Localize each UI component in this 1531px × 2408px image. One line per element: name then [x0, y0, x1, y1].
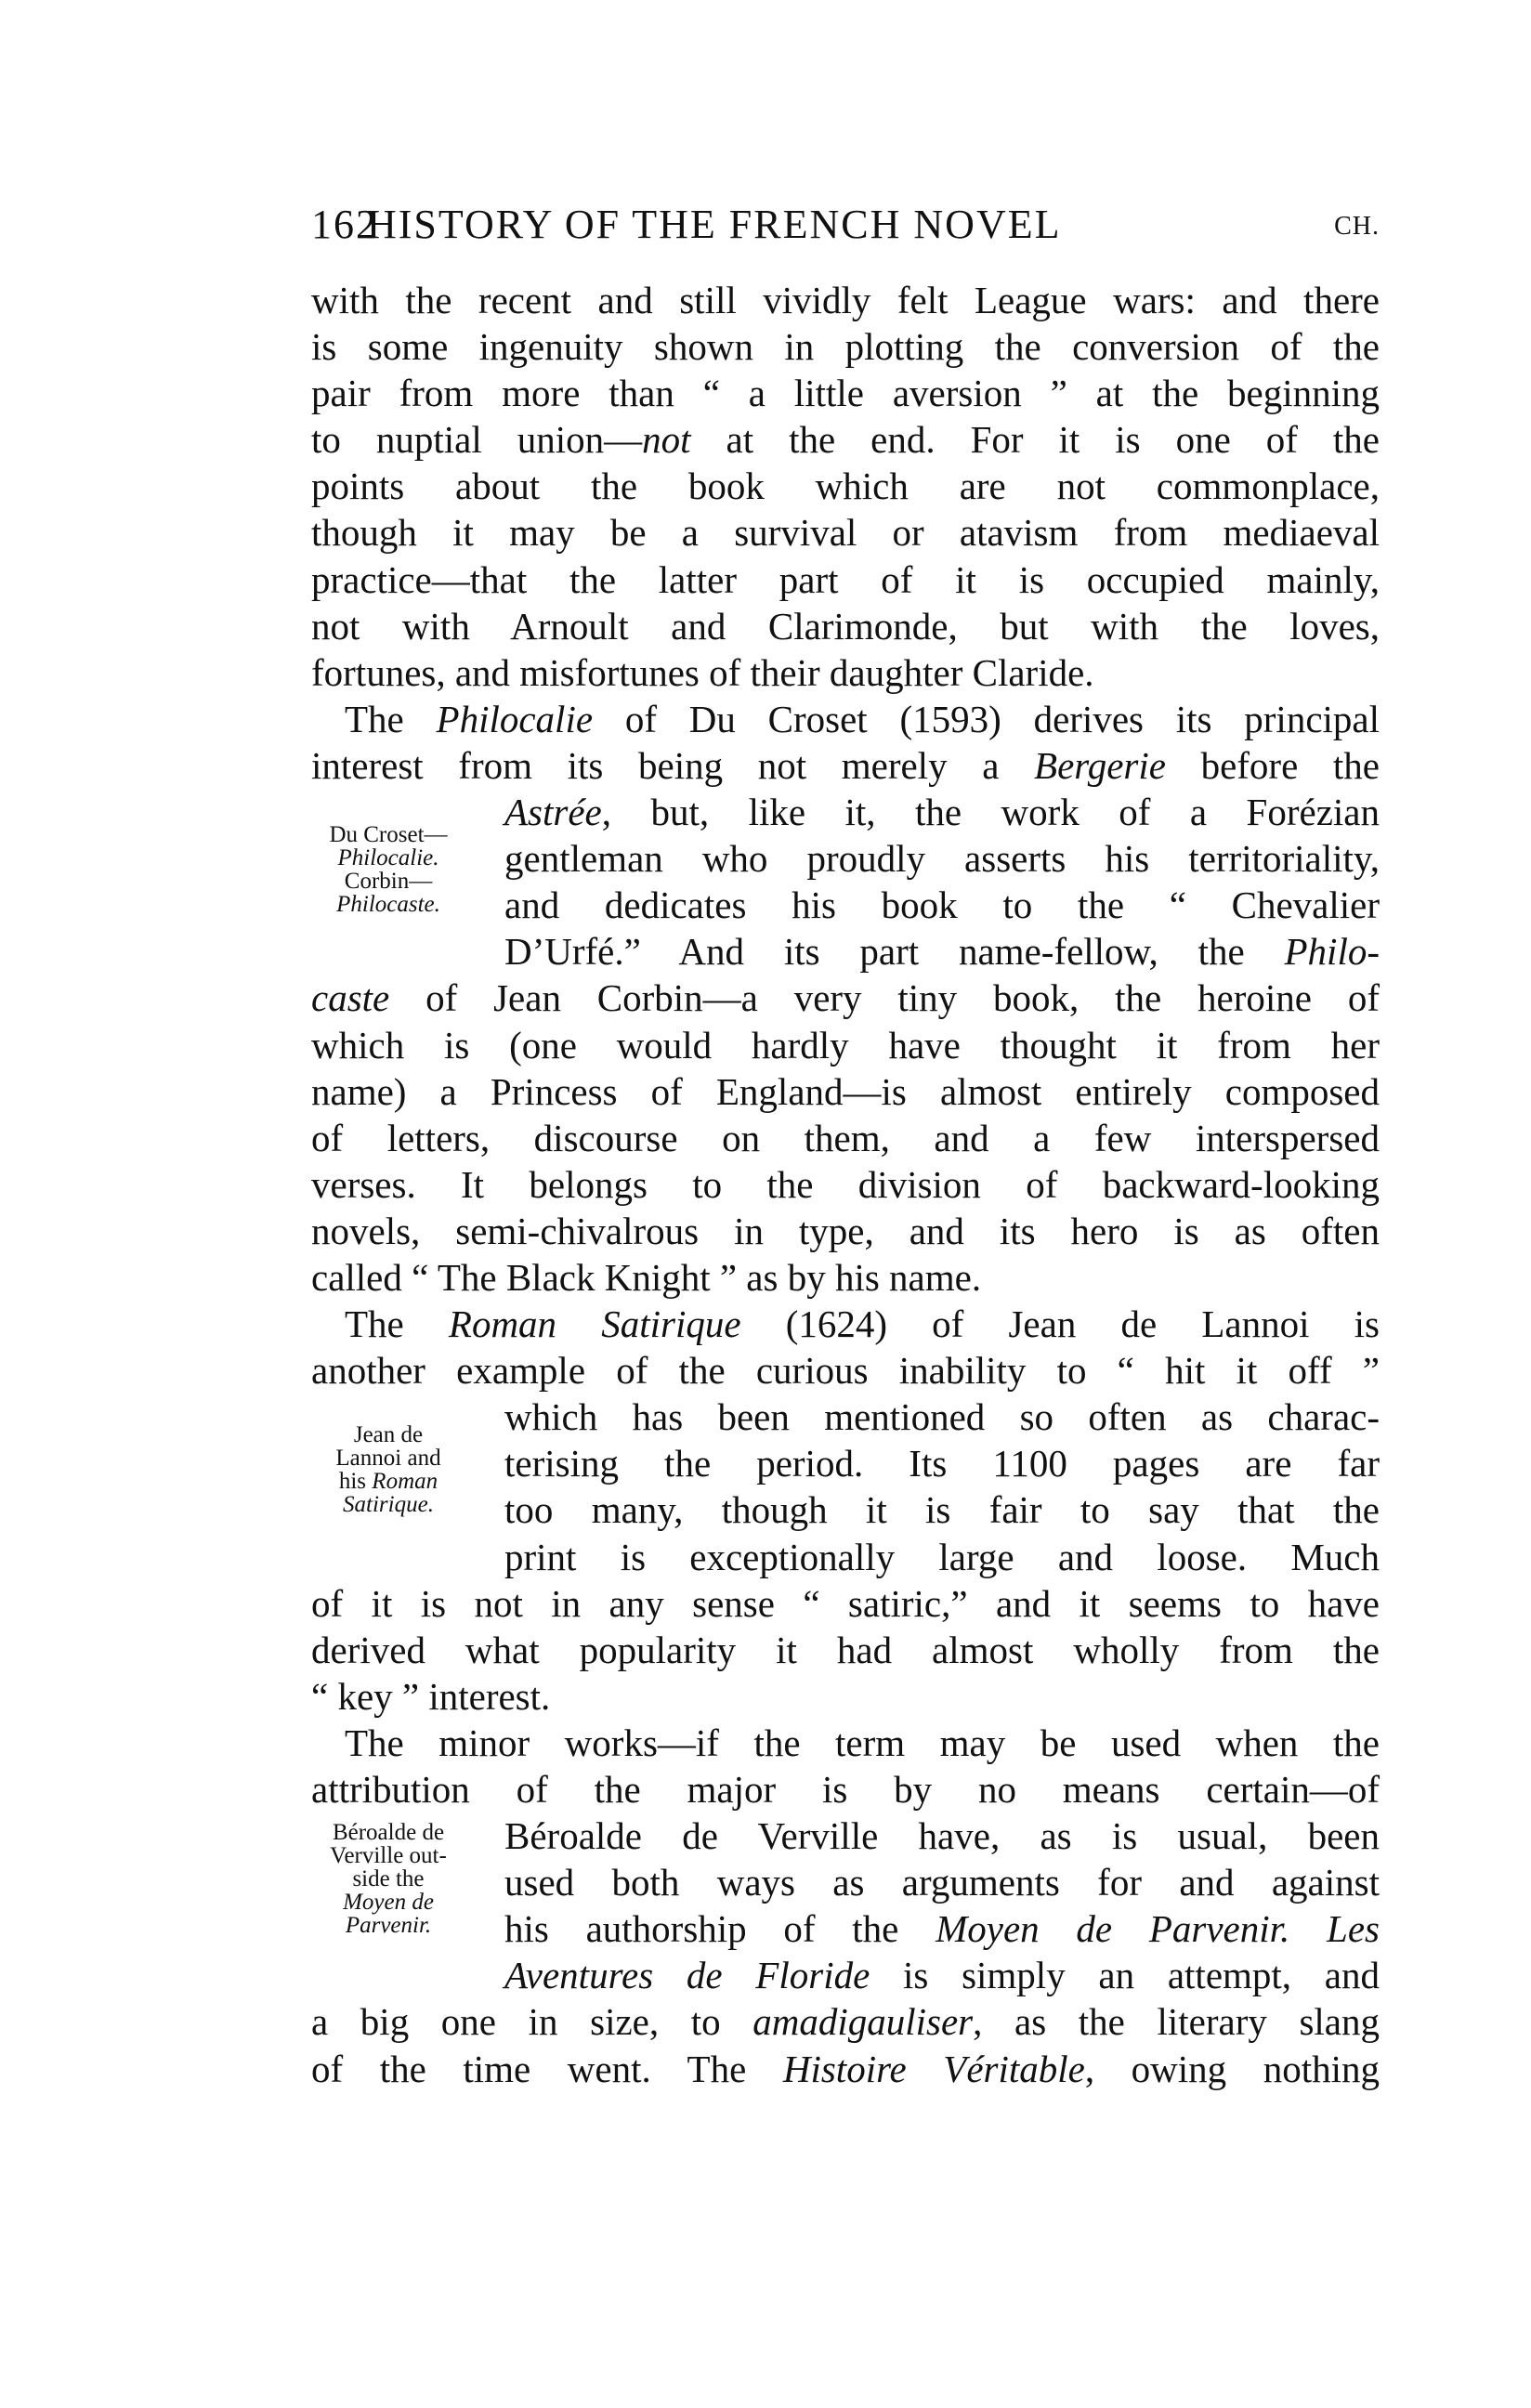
text-run: “ key ” interest. — [311, 1674, 551, 1718]
text-run: his authorship of the — [504, 1907, 936, 1951]
margin-note-line — [295, 1891, 481, 1914]
text-line — [311, 928, 1380, 975]
text-run: of the time went. The — [311, 2047, 783, 2090]
text-line — [311, 323, 1380, 370]
page-number: 162 — [311, 202, 378, 247]
text-run: though it may be a survival or atavism from mediaeval — [311, 511, 1380, 555]
text-run: pair from more than “ a little aversion ” at the beginning — [311, 372, 1380, 415]
italic-text: Roman — [372, 1469, 438, 1494]
text-run: The minor works—if the term may be used when the — [345, 1721, 1380, 1764]
text-run: of letters, discourse on them, and a few interspersed — [311, 1116, 1380, 1159]
text-run: of Jean Corbin—a very tiny book, the heroine of — [389, 976, 1380, 1020]
text-run: novels, semi-chivalrous in type, and its hero is as often — [311, 1209, 1380, 1252]
italic-text: Roman Satirique — [448, 1302, 741, 1346]
text-run: Béroalde de — [332, 1820, 445, 1845]
text-run: The — [345, 697, 437, 740]
margin-note-jean-de-lannoi — [295, 1423, 481, 1516]
italic-text: Moyen de Parvenir. — [936, 1907, 1290, 1951]
text-line — [311, 1673, 1380, 1720]
text-line — [311, 2046, 1380, 2092]
text-line — [311, 742, 1380, 789]
margin-note-line — [295, 1821, 481, 1844]
italic-text: Satirique. — [343, 1492, 434, 1517]
text-run: , owing nothing — [1084, 2047, 1380, 2090]
text-run: to nuptial union— — [311, 418, 643, 462]
text-run: name) a Princess of England—is almost entirely composed — [311, 1069, 1380, 1113]
text-line — [311, 1068, 1380, 1115]
text-line — [311, 463, 1380, 509]
text-line — [311, 696, 1380, 742]
text-line — [311, 1347, 1380, 1394]
italic-text: Histoire Véritable — [782, 2047, 1085, 2090]
text-run: of Du Croset (1593) derives its principal — [593, 697, 1380, 740]
text-line — [311, 1161, 1380, 1208]
body-text — [311, 277, 1380, 2092]
text-line — [311, 1022, 1380, 1068]
text-line — [311, 509, 1380, 556]
chapter-abbrev: CH. — [1334, 212, 1380, 241]
text-run: with the recent and still vividly felt League wars: and there — [311, 279, 1380, 321]
text-line — [311, 1208, 1380, 1254]
text-run: which is (one would hardly have thought it from her — [311, 1023, 1380, 1067]
italic-text: caste — [311, 976, 390, 1020]
text-run: , as the literary slang — [973, 2000, 1380, 2044]
text-run: called “ The Black Knight ” as by his name. — [311, 1255, 982, 1299]
text-run: not with Arnoult and Clarimonde, but with the loves, — [311, 604, 1380, 648]
text-run: terising the period. Its 1100 pages are far — [504, 1442, 1380, 1485]
text-run: is simply an attempt, and — [870, 1954, 1380, 1997]
text-run: print is exceptionally large and loose. Much — [504, 1535, 1380, 1578]
text-line — [311, 649, 1380, 696]
text-run: is some ingenuity shown in plotting the conversion of the — [311, 325, 1380, 369]
text-run: gentleman who proudly asserts his territoriality, — [504, 837, 1380, 881]
text-run: at the end. For it is one of the — [690, 418, 1381, 462]
text-line — [311, 1627, 1380, 1673]
text-run: Verville out- — [330, 1843, 447, 1868]
text-line — [311, 277, 1380, 323]
text-run: a big one in size, to — [311, 2000, 753, 2044]
text-run: his — [338, 1469, 373, 1494]
text-run: too many, though it is fair to say that the — [504, 1488, 1380, 1532]
text-run: used both ways as arguments for and against — [504, 1861, 1380, 1904]
text-run: Jean de — [353, 1422, 424, 1447]
text-line — [311, 1720, 1380, 1766]
italic-text: Moyen de — [343, 1890, 434, 1915]
margin-note-line — [295, 1914, 481, 1937]
italic-text: Parvenir. — [345, 1913, 432, 1938]
margin-note-line — [295, 1446, 481, 1470]
text-run: Lannoi and — [335, 1446, 441, 1471]
text-run: attribution of the major is by no means certain—of — [311, 1768, 1380, 1811]
running-header — [311, 201, 1380, 253]
text-run: D’Urfé.” And its part name-fellow, the — [504, 930, 1285, 974]
italic-text: Philocaste. — [336, 892, 440, 917]
italic-text: amadigauliser — [752, 2000, 974, 2044]
text-line — [311, 1952, 1380, 1998]
italic-text: Philocalie. — [337, 845, 439, 870]
margin-note-line — [295, 823, 481, 846]
margin-note-line — [295, 1867, 481, 1891]
margin-note-line — [295, 1470, 481, 1493]
text-run: The — [345, 1302, 449, 1346]
text-line — [311, 1254, 1380, 1301]
text-line — [311, 603, 1380, 649]
italic-text: Philocalie — [436, 697, 594, 740]
text-run: practice—that the latter part of it is occupied mainly, — [311, 557, 1380, 601]
text-run: another example of the curious inability to “ hit it off ” — [311, 1349, 1380, 1393]
text-run: Béroalde de Verville have, as is usual, been — [504, 1814, 1380, 1858]
text-run: points about the book which are not commonplace, — [311, 465, 1380, 508]
text-run: verses. It belongs to the division of backward-looking — [311, 1162, 1380, 1206]
text-run: and dedicates his book to the “ Chevalier — [504, 883, 1380, 927]
text-run: derived what popularity it had almost wholly from the — [311, 1628, 1380, 1671]
text-run: side the — [352, 1866, 425, 1891]
text-run: Corbin— — [344, 869, 433, 894]
running-title: HISTORY OF THE FRENCH NOVEL — [367, 202, 1062, 247]
text-run: which has been mentioned so often as charac- — [504, 1395, 1380, 1439]
italic-text: Les — [1327, 1907, 1380, 1951]
margin-note-line — [295, 846, 481, 870]
text-run — [1289, 1907, 1327, 1950]
italic-text: Bergerie — [1034, 743, 1166, 787]
text-line — [311, 416, 1380, 463]
italic-text: Philo- — [1284, 930, 1380, 974]
text-line — [311, 1301, 1380, 1347]
margin-note-du-croset — [295, 823, 481, 916]
margin-note-line — [295, 1493, 481, 1516]
margin-note-line — [295, 870, 481, 893]
text-run: , but, like it, the work of a Forézian — [601, 791, 1380, 834]
margin-note-line — [295, 1423, 481, 1446]
text-run: (1624) of Jean de Lannoi is — [740, 1302, 1380, 1346]
text-run: Du Croset— — [329, 822, 448, 847]
text-line — [311, 1534, 1380, 1580]
text-line — [311, 1998, 1380, 2045]
text-line — [311, 1580, 1380, 1627]
text-line — [311, 975, 1380, 1021]
text-line — [311, 370, 1380, 416]
text-line — [311, 1115, 1380, 1161]
margin-note-line — [295, 1844, 481, 1867]
text-line — [311, 556, 1380, 603]
text-run: before the — [1165, 743, 1381, 787]
italic-text: Astrée — [504, 791, 602, 834]
margin-note-beroalde — [295, 1821, 481, 1937]
margin-note-line — [295, 893, 481, 916]
text-run: fortunes, and misfortunes of their daughter Claride. — [311, 650, 1094, 694]
text-run: interest from its being not merely a — [311, 743, 1035, 787]
text-run: of it is not in any sense “ satiric,” and it seems to have — [311, 1581, 1380, 1625]
italic-text: Aventures de Floride — [504, 1954, 870, 1997]
text-line — [311, 1766, 1380, 1813]
italic-text: not — [642, 418, 691, 462]
